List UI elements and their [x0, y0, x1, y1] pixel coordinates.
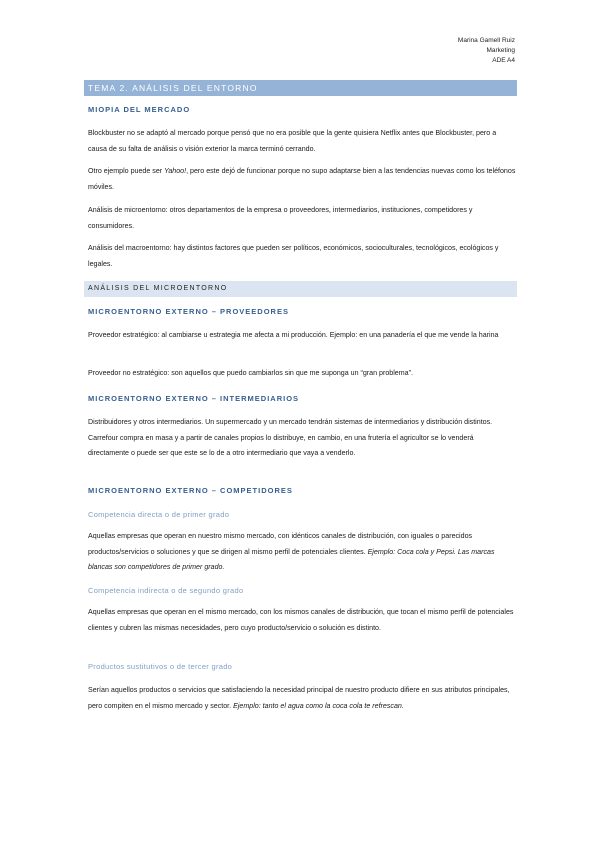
paragraph-blockbuster: Blockbuster no se adaptó al mercado porque pensó que no era posible que la gente quisiera Netflix antes que Blockbuster, pero a causa de su falta de análisis o visión exterior la marca terminó cerrando. [88, 129, 497, 153]
section-banner-label: ANÁLISIS DEL MICROENTORNO [88, 285, 228, 292]
author-name: Marina Gamell Ruiz [457, 37, 515, 44]
section-heading-miopia: MIOPIA DEL MERCADO [88, 105, 191, 114]
paragraph-macroentorno: Análisis del macroentorno: hay distintos factores que pueden ser políticos, económicos, socioculturales, tecnológicos, ecológicos y legales. [88, 244, 499, 268]
paragraph-microentorno: Análisis de microentorno: otros departamentos de la empresa o proveedores, intermediarios, instituciones, competidores y consumidores. [88, 206, 473, 230]
subheading-productos-sustitutivos: Productos sustitutivos o de tercer grado [88, 662, 233, 671]
yahoo-italic: Yahoo! [164, 167, 187, 175]
page-header [458, 36, 515, 66]
section-heading-competidores: MICROENTORNO EXTERNO – COMPETIDORES [88, 486, 293, 495]
chapter-title-banner [84, 80, 517, 96]
paragraph-productos-sustitutivos: Serían aquellos productos o servicios que satisfaciendo la necesidad principal de nuestro producto difiere en sus atributos principales, pero compiten en el mismo mercado y sector. Ejemplo: tanto el agua como la coca cola te refrescan. [88, 686, 510, 710]
section-heading-proveedores: MICROENTORNO EXTERNO – PROVEEDORES [88, 307, 289, 316]
subheading-competencia-directa: Competencia directa o de primer grado [88, 510, 230, 519]
example-italic-sustitutivos: Ejemplo: tanto el agua como la coca cola te refrescan. [233, 701, 404, 710]
section-heading-intermediarios: MICROENTORNO EXTERNO – INTERMEDIARIOS [88, 394, 300, 403]
paragraph-competencia-directa: Aquellas empresas que operan en nuestro mismo mercado, con idénticos canales de distribución, con iguales o parecidos productos/servicios o soluciones y que se dirigen al mismo perfil de potenciales clientes. Ejemplo: Coca cola y Pepsi. Las marcas blancas son competidores de primer grado. [88, 532, 495, 571]
paragraph-proveedor-estrategico: Proveedor estratégico: al cambiarse u estrategia me afecta a mi producción. Ejemplo: en una panadería el que me vende la harina [88, 331, 499, 339]
course-name: ADE A4 [492, 57, 515, 64]
chapter-title: TEMA 2. ANÁLISIS DEL ENTORNO [88, 83, 258, 93]
section-banner-microentorno [84, 281, 517, 297]
example-italic-directa: Ejemplo: Coca cola y Pepsi. Las marcas blancas son competidores de primer grado. [88, 547, 495, 571]
paragraph-intermediarios: Distribuidores y otros intermediarios. Un supermercado y un mercado tendrán sistemas de intermediarios y distribución distintos. Carrefour compra en masa y a partir de canales propios lo distribuye, en cambio, en una frutería el agricultor se lo venderá directamente o puede ser que este se lo de a otro intermediario que vaya a venderlo. [88, 418, 493, 457]
subheading-competencia-indirecta: Competencia indirecta o de segundo grado [88, 586, 244, 595]
paragraph-proveedor-no-estrategico: Proveedor no estratégico: son aquellos que puedo cambiarlos sin que me suponga un “gran problema”. [88, 369, 413, 377]
subject-name: Marketing [486, 47, 515, 54]
paragraph-yahoo: Otro ejemplo puede ser Yahoo!, pero este dejó de funcionar porque no supo adaptarse bien a las tendencias nuevas como los teléfonos móviles. [88, 167, 516, 191]
paragraph-competencia-indirecta: Aquellas empresas que operan en el mismo mercado, con los mismos canales de distribución, que tocan el mismo perfil de potenciales clientes y cubren las mismas necesidades, pero cuyo producto/servicio o solución es distinto. [88, 608, 514, 632]
